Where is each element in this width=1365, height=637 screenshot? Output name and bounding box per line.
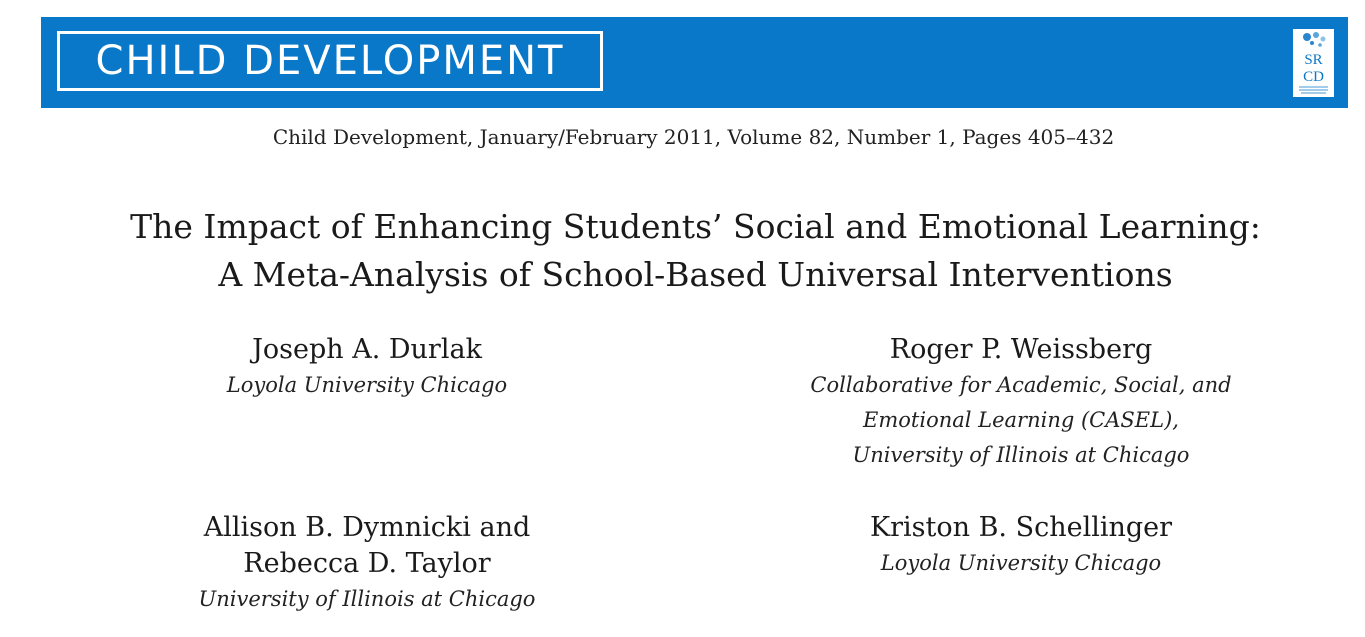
author-name: Joseph A. Durlak [252,334,482,365]
svg-text:SR: SR [1304,52,1323,68]
article-title-line-2: A Meta-Analysis of School-Based Universal Interventions [218,255,1173,294]
author-block-durlak [167,332,567,403]
author-name: Rebecca D. Taylor [243,548,491,579]
srcd-logo [1293,29,1334,97]
author-affiliation: Emotional Learning (CASEL), [863,408,1179,432]
author-block-weissberg [721,332,1321,473]
author-name: Roger P. Weissberg [889,334,1153,365]
journal-name: CHILD DEVELOPMENT [95,38,565,84]
author-affiliation: University of Illinois at Chicago [198,587,536,611]
author-affiliation: Loyola University Chicago [226,373,508,397]
author-name: Allison B. Dymnicki and [203,512,531,543]
author-block-dymnicki-taylor [167,510,567,617]
article-title-line-1: The Impact of Enhancing Students’ Social and Emotional Learning: [130,207,1261,246]
journal-banner [41,17,1348,108]
author-name: Kriston B. Schellinger [869,512,1173,543]
author-block-schellinger [721,510,1321,581]
author-affiliation: University of Illinois at Chicago [852,443,1190,467]
citation-line: Child Development, January/February 2011, Volume 82, Number 1, Pages 405–432 [272,125,1115,149]
journal-name-box [57,31,603,91]
author-affiliation: Loyola University Chicago [880,551,1162,575]
svg-text:CD: CD [1303,69,1324,85]
author-affiliation: Collaborative for Academic, Social, and [810,373,1232,397]
article-title [0,203,1365,299]
srcd-logo-icon [1293,29,1334,97]
